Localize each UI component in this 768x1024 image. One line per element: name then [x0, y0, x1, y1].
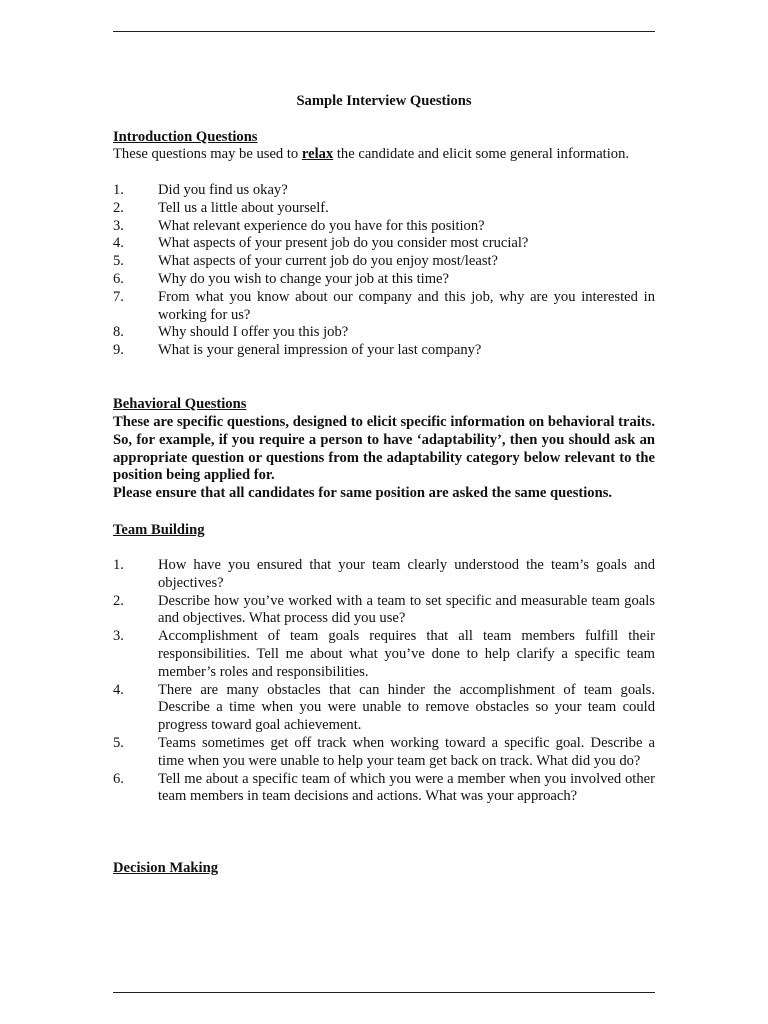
- item-text: From what you know about our company and this job, why are you interested in working for us?: [158, 288, 655, 323]
- item-number: 3.: [113, 628, 124, 645]
- item-number: 1.: [113, 557, 124, 573]
- footer-rule: [113, 992, 655, 993]
- item-text: Why should I offer you this job?: [158, 324, 349, 341]
- intro-text-end: the candidate and elicit some general information.: [333, 146, 630, 162]
- list-item: [113, 593, 655, 629]
- page-title: Sample Interview Questions: [296, 93, 472, 109]
- item-number: 6.: [113, 270, 124, 287]
- item-text: What relevant experience do you have for this position?: [158, 217, 485, 234]
- item-text: What is your general impression of your last company?: [158, 342, 482, 359]
- list-item: [113, 271, 655, 289]
- item-number: 8.: [113, 324, 124, 341]
- list-item: [113, 628, 655, 681]
- item-text: What aspects of your current job do you enjoy most/least?: [158, 253, 499, 270]
- list-item: [113, 200, 655, 218]
- list-item: [113, 682, 655, 735]
- behavioral-note: Please ensure that all candidates for same position are asked the same questions.: [113, 485, 613, 501]
- item-text: What aspects of your present job do you consider most crucial?: [158, 235, 529, 252]
- list-item: [113, 253, 655, 271]
- behavioral-paragraph: These are specific questions, designed to elicit specific information on behavioral traits. So, for example, if you require a person to have ‘adaptability’, then you should ask an appropriate question or questions from the adaptability category below relevant to the position being applied for.: [113, 414, 655, 484]
- item-text: Tell me about a specific team of which you were a member when you involved other team members in team decisions and actions. What was your approach?: [158, 770, 655, 805]
- item-text: Why do you wish to change your job at this time?: [158, 270, 450, 287]
- item-number: 4.: [113, 235, 124, 252]
- behavioral-heading: Behavioral Questions: [113, 396, 247, 412]
- intro-question-list: [113, 182, 655, 360]
- list-item: [113, 182, 655, 200]
- header-rule: [113, 31, 655, 32]
- intro-emphasis: relax: [301, 146, 334, 162]
- list-item: [113, 735, 655, 771]
- item-number: 2.: [113, 199, 124, 216]
- list-item: [113, 557, 655, 593]
- item-number: 3.: [113, 217, 124, 234]
- decision-making-heading: Decision Making: [113, 860, 218, 876]
- list-item: [113, 324, 655, 342]
- item-text: Describe how you’ve worked with a team to set specific and measurable team goals and objectives. What process did you use?: [158, 592, 655, 627]
- item-text: Teams sometimes get off track when working toward a specific goal. Describe a time when you were unable to help your team get back on track. What did you do?: [158, 734, 655, 769]
- item-text: Did you find us okay?: [158, 182, 288, 198]
- item-number: 4.: [113, 681, 124, 698]
- item-text: Tell us a little about yourself.: [158, 199, 329, 216]
- item-number: 7.: [113, 288, 124, 305]
- item-number: 6.: [113, 770, 124, 787]
- intro-text: These questions may be used to: [113, 146, 302, 162]
- intro-paragraph: [113, 146, 655, 164]
- list-item: [113, 235, 655, 253]
- team-building-list: [113, 557, 655, 806]
- item-number: 5.: [113, 734, 124, 751]
- item-number: 9.: [113, 342, 124, 359]
- item-text: How have you ensured that your team clearly understood the team’s goals and objectives?: [158, 557, 655, 591]
- intro-heading: Introduction Questions: [113, 129, 258, 145]
- team-building-heading: Team Building: [113, 522, 205, 538]
- item-number: 2.: [113, 592, 124, 609]
- list-item: [113, 342, 655, 360]
- item-number: 5.: [113, 253, 124, 270]
- item-text: There are many obstacles that can hinder the accomplishment of team goals. Describe a time when you were unable to remove obstacles so your team could progress toward goal achievement.: [158, 681, 655, 734]
- item-number: 1.: [113, 182, 124, 198]
- list-item: [113, 771, 655, 807]
- item-text: Accomplishment of team goals requires that all team members fulfill their responsibilities. Tell me about what you’ve done to help clarify a specific team member’s roles and responsibilities.: [158, 628, 655, 680]
- list-item: [113, 289, 655, 325]
- list-item: [113, 218, 655, 236]
